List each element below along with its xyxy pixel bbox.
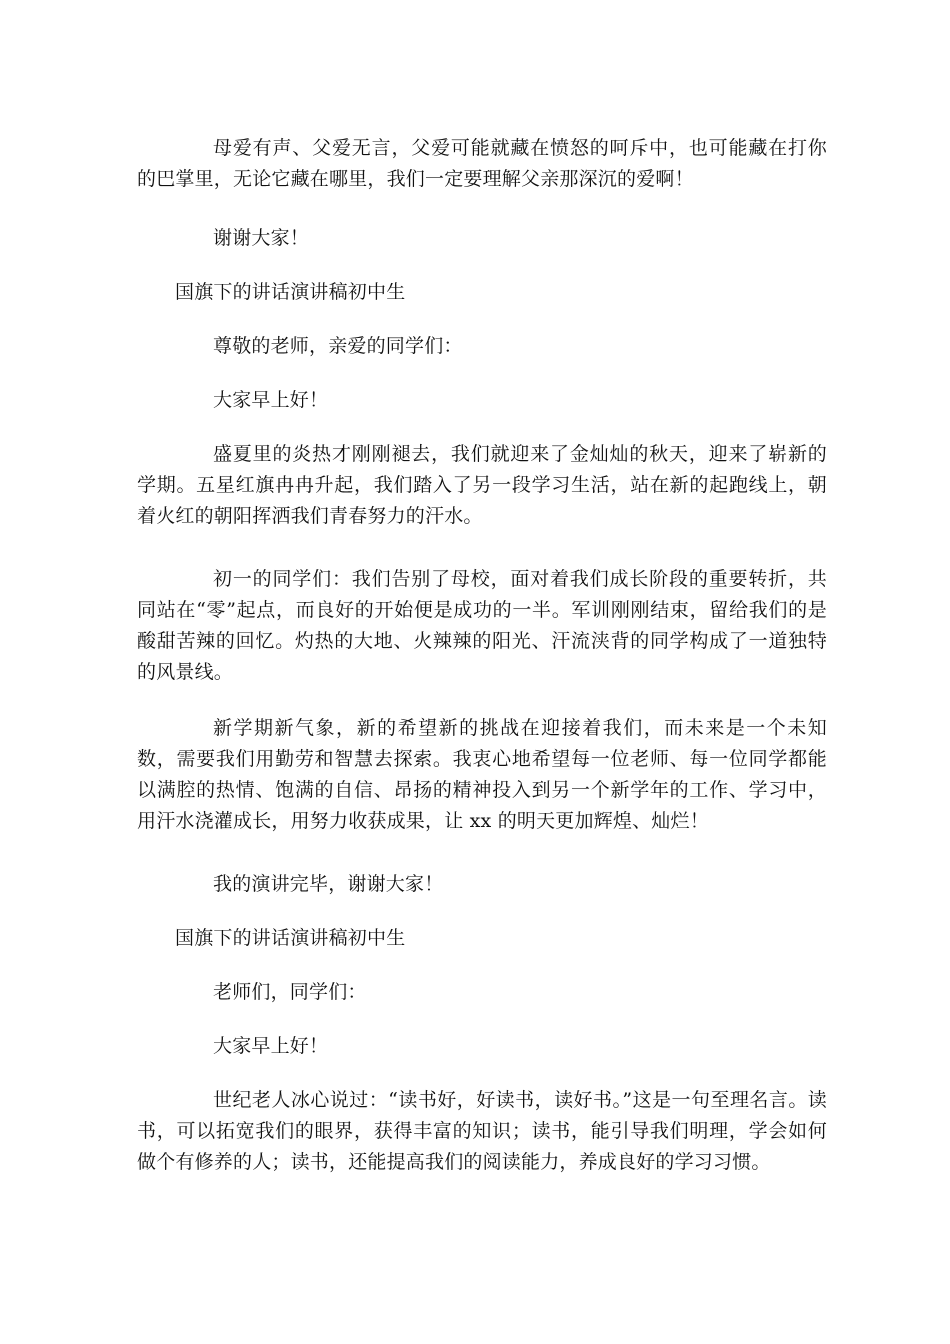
paragraph-good-morning-2: 大家早上好！ (213, 1035, 329, 1057)
paragraph-good-morning-1: 大家早上好！ (213, 389, 329, 411)
section-title-1: 国旗下的讲话演讲稿初中生 (175, 281, 406, 303)
paragraph-greeting-1: 尊敬的老师，亲爱的同学们： (213, 335, 463, 357)
paragraph-greeting-2: 老师们，同学们： (213, 981, 367, 1003)
paragraph-speech-end: 我的演讲完毕，谢谢大家！ (213, 873, 444, 895)
paragraph-grade-one: 初一的同学们：我们告别了母校，面对着我们成长阶段的重要转折，共同站在“零”起点，而良好的开始便是成功的一半。军训刚刚结束，留给我们的是酸甜苦辣的回忆。灼热的大地、火辣辣的阳光、汗流浃背的同学构成了一道独特的风景线。 (137, 568, 827, 683)
paragraph-new-atmosphere: 新学期新气象，新的希望新的挑战在迎接着我们，而未来是一个未知数，需要我们用勤劳和智慧去探索。我衷心地希望每一位老师、每一位同学都能以满腔的热情、饱满的自信、昂扬的精神投入到另一个新学年的工作、学习中，用汗水浇灌成长，用努力收获成果，让 xx 的明天更加辉煌、灿烂！ (137, 717, 827, 832)
paragraph-father-love: 母爱有声、父爱无言，父爱可能就藏在愤怒的呵斥中，也可能藏在打你的巴掌里，无论它藏在哪里，我们一定要理解父亲那深沉的爱啊！ (137, 137, 827, 190)
paragraph-thanks: 谢谢大家！ (213, 227, 310, 249)
section-title-2: 国旗下的讲话演讲稿初中生 (175, 927, 406, 949)
paragraph-new-semester: 盛夏里的炎热才刚刚褪去，我们就迎来了金灿灿的秋天，迎来了崭新的学期。五星红旗冉冉升起，我们踏入了另一段学习生活，站在新的起跑线上，朝着火红的朝阳挥洒我们青春努力的汗水。 (137, 443, 827, 527)
paragraph-reading: 世纪老人冰心说过：“读书好，好读书，读好书。”这是一句至理名言。读书，可以拓宽我们的眼界，获得丰富的知识；读书，能引导我们明理，学会如何做个有修养的人；读书，还能提高我们的阅读能力，养成良好的学习习惯。 (137, 1089, 827, 1173)
